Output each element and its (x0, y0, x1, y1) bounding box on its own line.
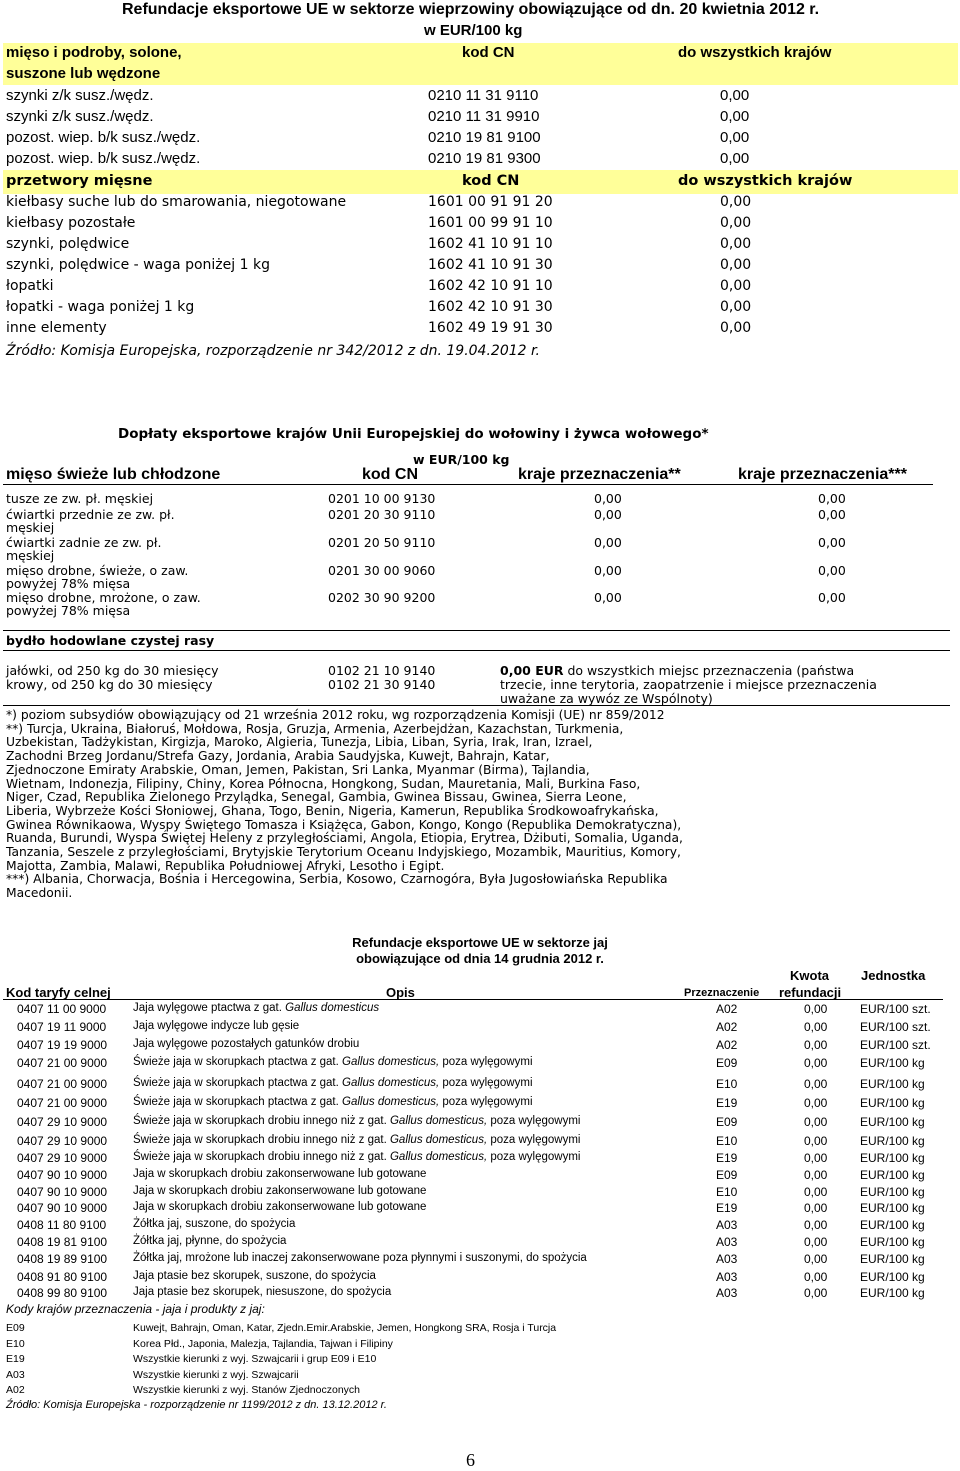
eggs-row-amount: 0,00 (804, 1115, 828, 1129)
eggs-row-amount: 0,00 (804, 1096, 828, 1110)
eggs-row-desc: Jaja w skorupkach drobiu zakonserwowane lub gotowane (133, 1168, 427, 1180)
pork-group2-cn-header: kod CN (462, 173, 520, 189)
beef-row-value-dest3: 0,00 (818, 563, 846, 578)
beef-header-divider (3, 484, 933, 485)
pork-row-cn: 0210 11 31 9110 (428, 87, 539, 104)
pork-row (6, 108, 956, 129)
eggs-row-unit: EUR/100 szt. (860, 1002, 931, 1016)
eggs-row (0, 1038, 960, 1055)
eggs-row-code: 0407 21 00 9000 (17, 1077, 108, 1091)
eggs-row-unit: EUR/100 kg (860, 1286, 925, 1300)
eggs-code-row (0, 1353, 960, 1370)
eggs-row-dest: E09 (716, 1168, 738, 1182)
footnote-line: Gwinea Równikaowa, Wyspy Świętego Tomasza i Książęca, Gabon, Kongo, Kongo (Republika Demokratyczna), (6, 817, 682, 832)
eggs-row-unit: EUR/100 kg (860, 1134, 925, 1148)
footnote-line: Wietnam, Indonezja, Filipiny, Chiny, Korea Północna, Hongkong, Sudan, Mauretania, Mali, Burkina Faso, (6, 776, 641, 791)
pork-group1-countries-header: do wszystkich krajów (678, 44, 832, 61)
eggs-row-desc: Jaja w skorupkach drobiu zakonserwowane lub gotowane (133, 1185, 427, 1197)
eggs-source: Źródło: Komisja Europejska - rozporządzenie nr 1199/2012 z dn. 13.12.2012 r. (6, 1399, 387, 1411)
eggs-row-code: 0408 19 89 9100 (17, 1252, 108, 1266)
eggs-row-amount: 0,00 (804, 1168, 828, 1182)
footnote-line: Ruanda, Burundi, Wyspa Świętej Heleny z przyległościami, Angola, Etiopia, Erytrea, Dżibuti, Somalia, Uganda, (6, 831, 683, 846)
eggs-row-dest: A02 (716, 1002, 738, 1016)
eggs-row-dest: A03 (716, 1286, 738, 1300)
eggs-row-code: 0407 21 00 9000 (17, 1056, 108, 1070)
cattle-note-line3: uważane za wywóz ze Wspólnoty) (500, 691, 713, 706)
eggs-row-code: 0407 90 10 9000 (17, 1185, 108, 1199)
beef-row (6, 590, 956, 618)
beef-row-cn: 0201 30 00 9060 (328, 563, 436, 578)
beef-row-value-dest2: 0,00 (594, 535, 622, 550)
pork-row-cn: 1602 41 10 91 10 (428, 236, 553, 252)
beef-row-label: mięso drobne, świeże, o zaw. (6, 563, 189, 578)
eggs-row-code: 0407 11 00 9000 (17, 1002, 107, 1016)
pork-row-value: 0,00 (720, 87, 750, 104)
pork-row-label: kiełbasy pozostałe (6, 215, 136, 231)
pork-row-label: kiełbasy suche lub do smarowania, niegotowane (6, 194, 347, 210)
eggs-row-amount: 0,00 (804, 1056, 828, 1070)
eggs-codes-title: Kody krajów przeznaczenia - jaja i produkty z jaj: (6, 1302, 265, 1316)
eggs-row (0, 1218, 960, 1235)
eggs-row-amount: 0,00 (804, 1270, 828, 1284)
pork-row-value: 0,00 (720, 150, 750, 167)
eggs-row-dest: A03 (716, 1218, 738, 1232)
eggs-row-desc: Żółtka jaj, płynne, do spożycia (133, 1235, 287, 1247)
footnote-line: *) poziom subsydiów obowiązujący od 21 września 2012 roku, wg rozporządzenia Komisji (UE) nr 859/2012 (6, 708, 665, 722)
pork-group2-header (6, 173, 956, 194)
pork-row-label: pozost. wiep. b/k susz./wędz. (6, 129, 201, 146)
pork-row (6, 215, 956, 236)
eggs-row (0, 1020, 960, 1037)
pork-row-value: 0,00 (720, 299, 752, 315)
eggs-header-amount-line2: refundacji (779, 985, 842, 1000)
pork-row-label: inne elementy (6, 320, 107, 336)
eggs-row-amount: 0,00 (804, 1252, 828, 1266)
eggs-row-desc: Jaja ptasie bez skorupek, niesuszone, do spożycia (133, 1286, 392, 1298)
eggs-code-key: A02 (6, 1384, 25, 1396)
eggs-row-dest: A03 (716, 1235, 738, 1249)
eggs-row-code: 0407 19 19 9000 (17, 1038, 108, 1052)
eggs-row-code: 0408 91 80 9100 (17, 1270, 108, 1284)
eggs-row-unit: EUR/100 kg (860, 1115, 925, 1129)
eggs-row (0, 1151, 960, 1168)
eggs-row-unit: EUR/100 szt. (860, 1038, 931, 1052)
eggs-row (0, 1077, 960, 1094)
footnotes-divider (3, 705, 950, 706)
beef-row-cn: 0201 20 30 9110 (328, 507, 436, 522)
pork-row-cn: 1602 49 19 91 30 (428, 320, 553, 336)
pork-row (6, 150, 956, 171)
eggs-row-unit: EUR/100 kg (860, 1056, 925, 1070)
eggs-row-unit: EUR/100 kg (860, 1168, 925, 1182)
eggs-code-row (0, 1322, 960, 1339)
eggs-header-dest: Przeznaczenie (684, 987, 760, 999)
page-number: 6 (466, 1450, 475, 1470)
pork-row-cn: 0210 11 31 9910 (428, 108, 540, 125)
eggs-row-amount: 0,00 (804, 1235, 828, 1249)
eggs-row-dest: E19 (716, 1201, 738, 1215)
eggs-code-key: E10 (6, 1338, 25, 1350)
eggs-title-line2: obowiązujące od dnia 14 grudnia 2012 r. (356, 951, 604, 966)
cattle-header-divider (3, 650, 950, 651)
pork-row-value: 0,00 (720, 236, 752, 252)
beef-header-cn: kod CN (362, 466, 418, 483)
pork-row-label: pozost. wiep. b/k susz./wędz. (6, 150, 201, 167)
eggs-row-desc: Jaja ptasie bez skorupek, suszone, do spożycia (133, 1270, 376, 1282)
pork-row-value: 0,00 (720, 129, 750, 146)
pork-row-cn: 1601 00 91 91 20 (428, 194, 553, 210)
eggs-row-unit: EUR/100 kg (860, 1096, 925, 1110)
beef-row-cn: 0202 30 90 9200 (328, 590, 436, 605)
eggs-row-amount: 0,00 (804, 1218, 828, 1232)
eggs-row-unit: EUR/100 kg (860, 1252, 925, 1266)
eggs-row-code: 0408 19 81 9100 (17, 1235, 108, 1249)
beef-row-value-dest2: 0,00 (594, 563, 622, 578)
eggs-row-amount: 0,00 (804, 1201, 828, 1215)
eggs-row-desc: Świeże jaja w skorupkach ptactwa z gat. Gallus domesticus, poza wylęgowymi (133, 1096, 533, 1108)
eggs-row-code: 0407 90 10 9000 (17, 1201, 108, 1215)
beef-row-label: mięso drobne, mrożone, o zaw. (6, 590, 201, 605)
beef-row-value-dest3: 0,00 (818, 590, 846, 605)
eggs-header-desc: Opis (386, 985, 415, 1000)
pork-row (6, 320, 956, 341)
eggs-row-amount: 0,00 (804, 1020, 828, 1034)
eggs-row-desc: Świeże jaja w skorupkach drobiu innego niż z gat. Gallus domesticus, poza wylęgowymi (133, 1115, 581, 1127)
eggs-code-desc: Wszystkie kierunki z wyj. Stanów Zjednoczonych (133, 1384, 360, 1396)
eggs-row-amount: 0,00 (804, 1002, 828, 1016)
eggs-row-amount: 0,00 (804, 1151, 828, 1165)
cattle-note: 0,00 EUR do wszystkich miejsc przeznaczenia (państwa (500, 663, 855, 678)
eggs-row (0, 1286, 960, 1303)
eggs-row-desc: Żółtka jaj, mrożone lub inaczej zakonserwowane poza płynnymi i suszonymi, do spożycia (133, 1252, 587, 1264)
pork-row-value: 0,00 (720, 108, 750, 125)
eggs-row (0, 1002, 960, 1019)
pork-row (6, 278, 956, 299)
pork-row (6, 257, 956, 278)
pork-row-cn: 0210 19 81 9300 (428, 150, 541, 167)
eggs-row-code: 0407 90 10 9000 (17, 1168, 108, 1182)
eggs-row-unit: EUR/100 kg (860, 1185, 925, 1199)
eggs-row-code: 0407 21 00 9000 (17, 1096, 108, 1110)
eggs-row-desc: Żółtka jaj, suszone, do spożycia (133, 1218, 296, 1230)
beef-row-cn: 0201 20 50 9110 (328, 535, 436, 550)
eggs-row-code: 0407 29 10 9000 (17, 1134, 108, 1148)
footnote-line: Tanzania, Seszele z przyległościami, Brytyjskie Terytorium Oceanu Indyjskiego, Mozambik, Mauritius, Komory, (6, 845, 681, 859)
beef-title: Dopłaty eksportowe krajów Unii Europejskiej do wołowiny i żywca wołowego* (118, 426, 709, 442)
eggs-row (0, 1270, 960, 1287)
pork-group1-label: mięso i podroby, solone, (6, 44, 182, 61)
beef-row (6, 535, 956, 563)
eggs-code-desc: Wszystkie kierunki z wyj. Szwajcarii i grup E09 i E10 (133, 1353, 377, 1365)
eggs-row (0, 1235, 960, 1252)
footnote-line: Majotta, Zambia, Malawi, Republika Południowej Afryki, Lesotho i Egipt. (6, 858, 445, 873)
footnote-line: **) Turcja, Ukraina, Białoruś, Mołdowa, Rosja, Gruzja, Armenia, Azerbejdżan, Kazachstan, Turkmenia, (6, 721, 624, 736)
eggs-row-desc: Jaja w skorupkach drobiu zakonserwowane lub gotowane (133, 1201, 427, 1213)
eggs-row-desc: Jaja wylęgowe indycze lub gęsie (133, 1020, 300, 1032)
eggs-row-unit: EUR/100 kg (860, 1077, 925, 1091)
eggs-row-amount: 0,00 (804, 1286, 828, 1300)
beef-row (6, 507, 956, 535)
pork-row-value: 0,00 (720, 278, 752, 294)
beef-row-value-dest3: 0,00 (818, 507, 846, 522)
footnote-line: Zjednoczone Emiraty Arabskie, Oman, Jemen, Pakistan, Sri Lanka, Myanmar (Birma), Tajlandia, (6, 762, 590, 777)
footnote-line: Zachodni Brzeg Jordanu/Strefa Gazy, Jordania, Arabia Saudyjska, Kuwejt, Bahrajn, Katar, (6, 749, 550, 764)
pork-row (6, 87, 956, 108)
pork-row-value: 0,00 (720, 257, 752, 273)
beef-row-cn: 0201 10 00 9130 (328, 491, 436, 506)
beef-row-label-line2: powyżej 78% mięsa (6, 576, 131, 591)
pork-row-value: 0,00 (720, 320, 752, 336)
cattle-divider (3, 630, 950, 631)
footnote-line: Niger, Czad, Republika Zielonego Przylądka, Senegal, Gambia, Gwinea Bissau, Gwinea, Sierra Leone, (6, 790, 627, 805)
pork-row-value: 0,00 (720, 215, 752, 231)
eggs-code-desc: Wszystkie kierunki z wyj. Szwajcarii (133, 1369, 299, 1381)
eggs-header-divider (3, 999, 943, 1000)
pork-row-cn: 1602 42 10 91 30 (428, 299, 553, 315)
eggs-row-desc: Świeże jaja w skorupkach drobiu innego niż z gat. Gallus domesticus, poza wylęgowymi (133, 1151, 581, 1163)
beef-row-value-dest2: 0,00 (594, 507, 622, 522)
pork-row-label: szynki, polędwice (6, 236, 130, 252)
beef-unit: w EUR/100 kg (413, 452, 510, 467)
pork-row-cn: 1602 42 10 91 10 (428, 278, 553, 294)
pork-row (6, 236, 956, 257)
pork-row-label: łopatki (6, 278, 54, 294)
eggs-row (0, 1168, 960, 1185)
pork-row-cn: 1602 41 10 91 30 (428, 257, 553, 273)
footnote-line: Liberia, Wybrzeże Kości Słoniowej, Ghana, Togo, Benin, Nigeria, Kamerun, Republika Środkowoafrykańska, (6, 803, 659, 818)
eggs-row-dest: E10 (716, 1077, 738, 1091)
eggs-row-dest: E19 (716, 1096, 738, 1110)
eggs-row (0, 1134, 960, 1151)
pork-row (6, 129, 956, 150)
pork-group1-cn-header: kod CN (462, 44, 515, 61)
eggs-row-dest: A02 (716, 1020, 738, 1034)
pork-group2-label: przetwory mięsne (6, 173, 153, 189)
pork-row-cn: 0210 19 81 9100 (428, 129, 541, 146)
eggs-row-dest: A03 (716, 1252, 738, 1266)
eggs-row-amount: 0,00 (804, 1077, 828, 1091)
eggs-row-code: 0408 11 80 9100 (17, 1218, 107, 1232)
beef-row-value-dest2: 0,00 (594, 491, 622, 506)
eggs-row-unit: EUR/100 kg (860, 1218, 925, 1232)
eggs-code-desc: Korea Płd., Japonia, Malezja, Tajlandia, Tajwan i Filipiny (133, 1338, 393, 1350)
pork-row-label: łopatki - waga poniżej 1 kg (6, 299, 195, 315)
beef-row-value-dest2: 0,00 (594, 590, 622, 605)
eggs-row-unit: EUR/100 szt. (860, 1020, 931, 1034)
beef-row-value-dest3: 0,00 (818, 491, 846, 506)
eggs-row-dest: E09 (716, 1115, 738, 1129)
eggs-header-unit: Jednostka (861, 968, 926, 983)
pork-row-cn: 1601 00 99 91 10 (428, 215, 553, 231)
pork-group1-label-line2: suszone lub wędzone (6, 65, 161, 82)
eggs-code-key: E19 (6, 1353, 25, 1365)
eggs-code-desc: Kuwejt, Bahrajn, Oman, Katar, Zjedn.Emir.Arabskie, Jemen, Hongkong SRA, Rosja i Turcja (133, 1322, 557, 1334)
beef-row-label: ćwiartki zadnie ze zw. pł. (6, 535, 162, 550)
beef-row (6, 563, 956, 591)
eggs-row-unit: EUR/100 kg (860, 1151, 925, 1165)
beef-row-label-line2: powyżej 78% mięsa (6, 603, 131, 618)
pork-row (6, 299, 956, 320)
eggs-row-amount: 0,00 (804, 1134, 828, 1148)
eggs-row-desc: Świeże jaja w skorupkach ptactwa z gat. Gallus domesticus, poza wylęgowymi (133, 1077, 533, 1089)
eggs-row (0, 1185, 960, 1202)
footnote-line: Uzbekistan, Tadżykistan, Kirgizja, Maroko, Algieria, Tunezja, Libia, Liban, Syria, Irak, Iran, Izrael, (6, 735, 593, 750)
eggs-row (0, 1056, 960, 1073)
eggs-title: Refundacje eksportowe UE w sektorze jaj (352, 935, 608, 950)
eggs-row-desc: Świeże jaja w skorupkach ptactwa z gat. Gallus domesticus, poza wylęgowymi (133, 1056, 533, 1068)
cattle-header: bydło hodowlane czystej rasy (6, 633, 215, 648)
beef-header (6, 466, 956, 486)
pork-row-value: 0,00 (720, 194, 752, 210)
beef-row-label: tusze ze zw. pł. męskiej (6, 491, 154, 506)
eggs-row-dest: E19 (716, 1151, 738, 1165)
cattle-value: 0,00 EUR (500, 663, 564, 678)
beef-header-dest2: kraje przeznaczenia** (518, 466, 681, 483)
eggs-row-desc: Świeże jaja w skorupkach drobiu innego niż z gat. Gallus domesticus, poza wylęgowymi (133, 1134, 581, 1146)
eggs-row-code: 0407 29 10 9000 (17, 1151, 108, 1165)
eggs-code-key: A03 (6, 1369, 25, 1381)
pork-row-label: szynki z/k susz./wędz. (6, 87, 154, 104)
pork-group1-header (6, 44, 956, 65)
beef-row-value-dest3: 0,00 (818, 535, 846, 550)
eggs-row (0, 1201, 960, 1218)
eggs-row-unit: EUR/100 kg (860, 1201, 925, 1215)
eggs-row-unit: EUR/100 kg (860, 1235, 925, 1249)
pork-title: Refundacje eksportowe UE w sektorze wieprzowiny obowiązujące od dn. 20 kwietnia 2012 r. (122, 1, 820, 18)
cattle-note-line2: trzecie, inne terytoria, zaopatrzenie i miejsce przeznaczenia (500, 677, 877, 692)
eggs-row (0, 1252, 960, 1269)
eggs-row (0, 1096, 960, 1113)
eggs-row-dest: E10 (716, 1185, 738, 1199)
pork-row-label: szynki z/k susz./wędz. (6, 108, 154, 125)
eggs-row-code: 0408 99 80 9100 (17, 1286, 108, 1300)
cattle-row: krowy, od 250 kg do 30 miesięcy 0102 21 30 9140 (6, 677, 436, 692)
beef-header-label: mięso świeże lub chłodzone (6, 466, 221, 483)
eggs-row-unit: EUR/100 kg (860, 1270, 925, 1284)
eggs-row-dest: E09 (716, 1056, 738, 1070)
eggs-code-key: E09 (6, 1322, 25, 1334)
pork-row-label: szynki, polędwice - waga poniżej 1 kg (6, 257, 270, 273)
eggs-row-desc: Jaja wylęgowe ptactwa z gat. Gallus domesticus (133, 1002, 380, 1014)
eggs-row-dest: E10 (716, 1134, 738, 1148)
eggs-row-code: 0407 19 11 9000 (17, 1020, 107, 1034)
beef-row-label-line2: męskiej (6, 548, 55, 563)
eggs-row-desc: Jaja wylęgowe pozostałych gatunków drobiu (133, 1038, 360, 1050)
eggs-header-code: Kod taryfy celnej (6, 985, 111, 1000)
eggs-row-amount: 0,00 (804, 1185, 828, 1199)
pork-row (6, 194, 956, 215)
eggs-row (0, 1115, 960, 1132)
beef-header-dest3: kraje przeznaczenia*** (738, 466, 907, 483)
beef-row-label: ćwiartki przednie ze zw. pł. (6, 507, 175, 522)
beef-row-label-line2: męskiej (6, 520, 55, 535)
eggs-row-amount: 0,00 (804, 1038, 828, 1052)
footnote-line: ***) Albania, Chorwacja, Bośnia i Hercegowina, Serbia, Kosowo, Czarnogóra, Była Jugosłowiańska Republika (6, 872, 668, 887)
eggs-header-amount: Kwota (790, 968, 829, 983)
eggs-row-dest: A02 (716, 1038, 738, 1052)
footnote-line: Macedonii. (6, 886, 73, 901)
pork-source: Źródło: Komisja Europejska, rozporządzenie nr 342/2012 z dn. 19.04.2012 r. (6, 343, 540, 359)
eggs-row-dest: A03 (716, 1270, 738, 1284)
eggs-row-code: 0407 29 10 9000 (17, 1115, 108, 1129)
pork-group2-countries-header: do wszystkich krajów (678, 173, 853, 189)
cattle-row: jałówki, od 250 kg do 30 miesięcy 0102 21 10 9140 (6, 663, 436, 678)
